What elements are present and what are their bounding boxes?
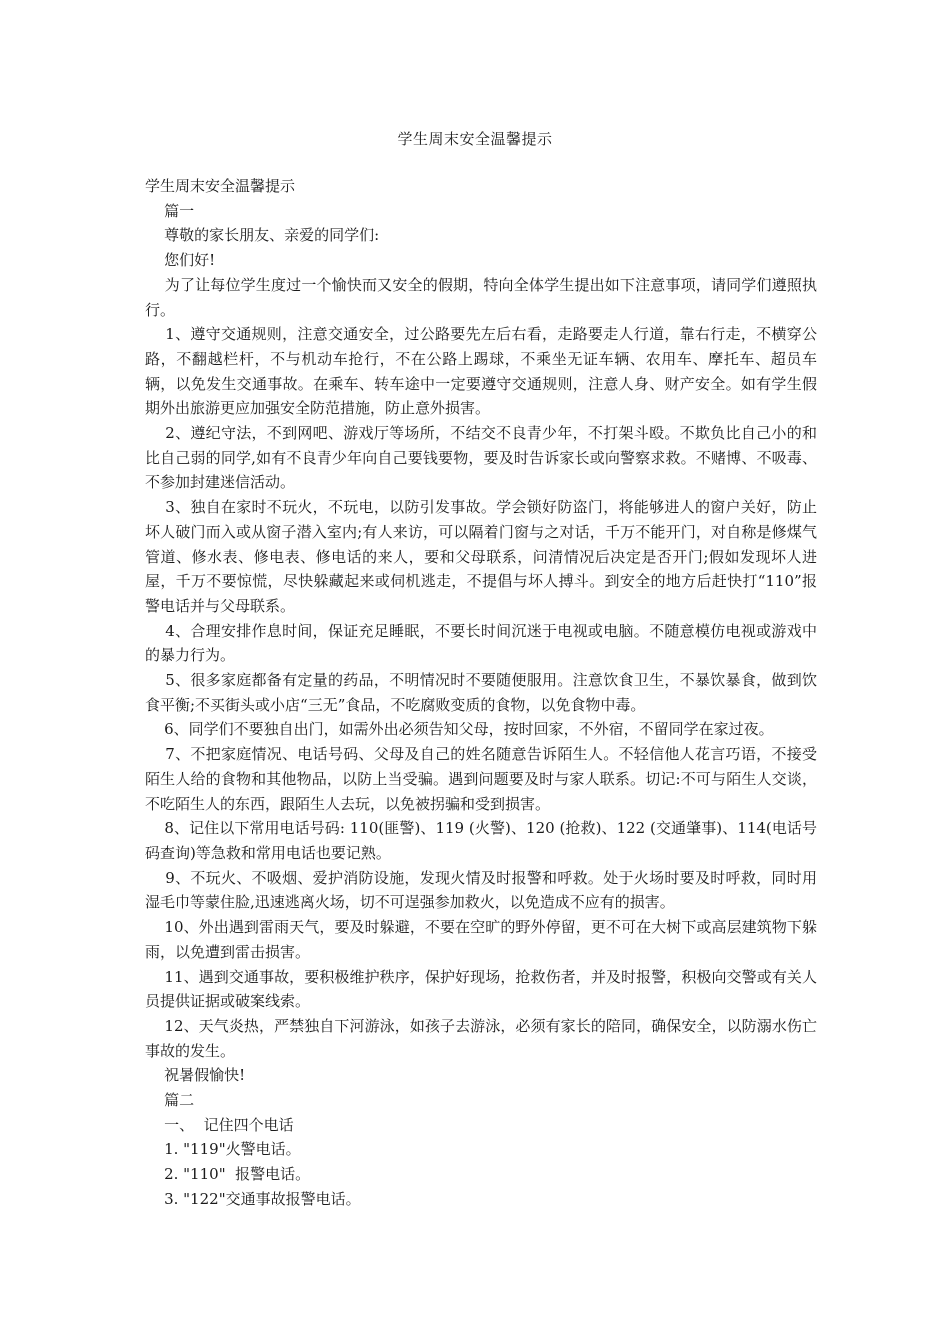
paragraph: 2、遵纪守法，不到网吧、游戏厅等场所，不结交不良青少年，不打架斗殴。不欺负比自己小的和比自己弱的同学,如有不良青少年向自己要钱要物，要及时告诉家长或向警察求救。不赌博、不吸毒、不参加封建迷信活动。 [145, 424, 817, 492]
paragraph: 尊敬的家长朋友、亲爱的同学们: [145, 226, 380, 245]
paragraph: 学生周末安全温馨提示 [145, 177, 296, 195]
paragraph: 11、遇到交通事故，要积极维护秩序，保护好现场，抢救伤者，并及时报警，积极向交警或有关人员提供证据或破案线索。 [145, 967, 817, 1011]
paragraph: 一、 记住四个电话 [145, 1115, 294, 1134]
paragraph: 1、遵守交通规则，注意交通安全，过公路要先左后右看，走路要走人行道，靠右行走，不横穿公路，不翻越栏杆，不与机动车抢行，不在公路上踢球，不乘坐无证车辆、农用车、摩托车、超员车辆，以免发生交通事故。在乘车、转车途中一定要遵守交通规则，注意人身、财产安全。如有学生假期外出旅游更应加强安全防范措施，防止意外损害。 [145, 325, 817, 418]
paragraph: 5、很多家庭都备有定量的药品，不明情况时不要随便服用。注意饮食卫生，不暴饮暴食，做到饮食平衡;不买街头或小店“三无”食品，不吃腐败变质的食物，以免食物中毒。 [145, 671, 817, 714]
document-body [145, 174, 817, 1212]
paragraph: 为了让每位学生度过一个愉快而又安全的假期，特向全体学生提出如下注意事项，请同学们遵照执行。 [145, 275, 817, 319]
paragraph: 12、天气炎热，严禁独自下河游泳，如孩子去游泳，必须有家长的陪同，确保安全，以防溺水伤亡事故的发生。 [145, 1016, 817, 1060]
paragraph: 4、合理安排作息时间，保证充足睡眠，不要长时间沉迷于电视或电脑。不随意模仿电视或游戏中的暴力行为。 [145, 621, 817, 665]
paragraph: 6、同学们不要独自出门，如需外出必须告知父母，按时回家，不外宿，不留同学在家过夜。 [145, 720, 774, 739]
paragraph: 您们好! [145, 251, 216, 270]
paragraph: 8、记住以下常用电话号码: 110(匪警)、119 (火警)、120 (抢救)、122 (交通肇事)、114(电话号码查询)等急救和常用电话也要记熟。 [145, 819, 818, 862]
document-title: 学生周末安全温馨提示 [397, 130, 553, 148]
paragraph: 10、外出遇到雷雨天气，要及时躲避，不要在空旷的野外停留，更不可在大树下或高层建筑物下躲雨，以免遭到雷击损害。 [145, 918, 817, 961]
paragraph: 7、不把家庭情况、电话号码、父母及自己的姓名随意告诉陌生人。不轻信他人花言巧语，不接受陌生人给的食物和其他物品，以防上当受骗。遇到问题要及时与家人联系。切记:不可与陌生人交谈，不吃陌生人的东西，跟陌生人去玩，以免被拐骗和受到损害。 [145, 745, 817, 813]
paragraph: 篇二 [145, 1091, 195, 1110]
paragraph: 3. "122"交通事故报警电话。 [145, 1189, 361, 1208]
paragraph: 2. "110" 报警电话。 [145, 1165, 311, 1184]
paragraph: 祝暑假愉快! [145, 1066, 246, 1085]
paragraph: 1. "119"火警电话。 [145, 1140, 301, 1159]
paragraph: 篇一 [145, 201, 195, 220]
paragraph: 3、独自在家时不玩火，不玩电，以防引发事故。学会锁好防盗门，将能够进人的窗户关好，防止坏人破门而入或从窗子潜入室内;有人来访，可以隔着门窗与之对话，千万不能开门，对自称是修煤气管道、修水表、修电表、修电话的来人，要和父母联系，问清情况后决定是否开门;假如发现坏人进屋，千万不要惊慌，尽快躲藏起来或伺机逃走，不提倡与坏人搏斗。到安全的地方后赶快打“110”报警电话并与父母联系。 [145, 498, 817, 615]
paragraph: 9、不玩火、不吸烟、爱护消防设施，发现火情及时报警和呼救。处于火场时要及时呼救，同时用湿毛巾等蒙住脸,迅速逃离火场，切不可逞强参加救火，以免造成不应有的损害。 [145, 868, 817, 912]
